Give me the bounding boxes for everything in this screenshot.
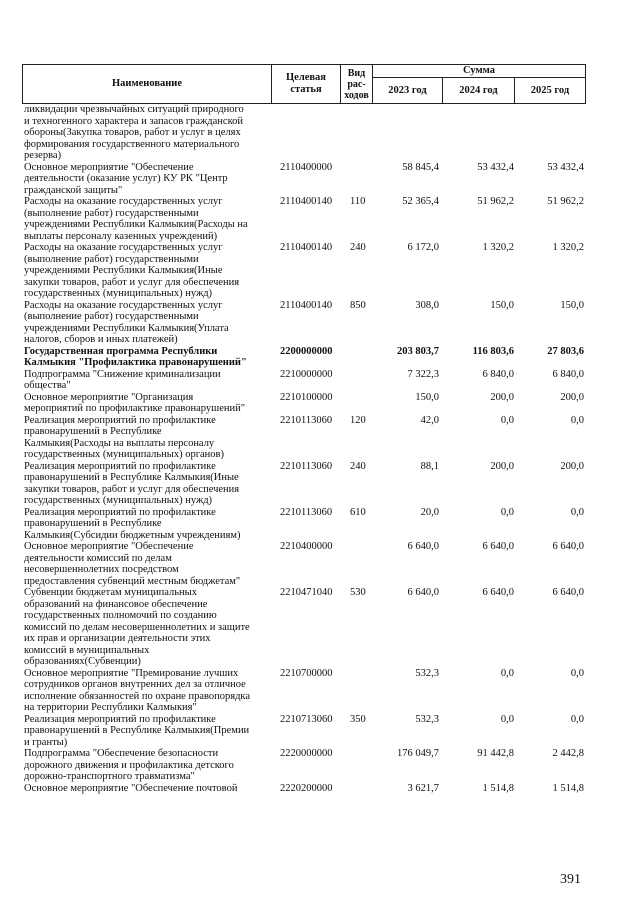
row-value-2025: 200,0 xyxy=(560,391,584,403)
table-row xyxy=(0,196,640,242)
row-code: 2110400140 xyxy=(280,242,333,253)
row-code: 2110400000 xyxy=(280,161,333,173)
row-name: Реализация мероприятий по профилактике правонарушений в Республике Калмыкия(Иные закупки товаров, работ и услуг для обеспечения государственных (муниципальных) нужд) xyxy=(24,460,240,506)
row-value-2023: 150,0 xyxy=(415,391,439,403)
row-code: 2220000000 xyxy=(280,748,333,759)
header-2023: 2023 год xyxy=(372,77,443,104)
row-value-2025: 0,0 xyxy=(570,506,584,518)
row-code: 2210100000 xyxy=(280,391,333,403)
row-value-2023: 203 803,7 xyxy=(397,345,439,357)
row-value-2023: 3 621,7 xyxy=(407,782,439,794)
table-row xyxy=(0,748,640,783)
row-code: 2110400140 xyxy=(280,299,333,311)
row-value-2023: 532,3 xyxy=(415,667,439,679)
row-value-2025: 27 803,6 xyxy=(547,345,584,357)
header-code: Целевая статья xyxy=(271,64,341,104)
table-row xyxy=(0,300,640,346)
row-vid: 110 xyxy=(350,196,366,207)
row-value-2025: 51 962,2 xyxy=(547,196,584,207)
row-name: Подпрограмма "Снижение криминализации общества" xyxy=(24,368,221,391)
row-value-2025: 150,0 xyxy=(560,299,584,311)
row-value-2024: 0,0 xyxy=(500,713,514,725)
row-name: Реализация мероприятий по профилактике правонарушений в Республике Калмыкия(Премии и гранты) xyxy=(24,713,250,748)
table-row xyxy=(0,541,640,587)
row-value-2024: 200,0 xyxy=(490,391,514,403)
row-value-2024: 116 803,6 xyxy=(472,345,514,357)
row-value-2025: 6 640,0 xyxy=(552,541,584,552)
row-value-2024: 6 640,0 xyxy=(482,587,514,598)
row-name: Основное мероприятие "Обеспечение деятельности (оказание услуг) КУ РК "Центр гражданской защиты" xyxy=(24,161,228,196)
table-row xyxy=(0,668,640,714)
table-row xyxy=(0,162,640,197)
row-value-2024: 0,0 xyxy=(500,506,514,518)
table-row xyxy=(0,507,640,542)
row-code: 2210471040 xyxy=(280,587,333,598)
row-name: Основное мероприятие "Премирование лучших сотрудников органов внутренних дел за отличное исполнение обязанностей по охране правопорядка на территории Республики Калмыкия" xyxy=(24,667,251,713)
row-name: Расходы на оказание государственных услуг (выполнение работ) государственными учреждениями Республики Калмыкия(Иные закупки товаров, работ и услуг для обеспечения государственных (муниципальных) нужд) xyxy=(24,242,240,299)
table-row xyxy=(0,587,640,668)
budget-table-body xyxy=(0,104,640,794)
row-value-2024: 0,0 xyxy=(500,414,514,426)
header-name: Наименование xyxy=(22,64,272,104)
row-name: Субвенции бюджетам муниципальных образований на финансовое обеспечение государственных полномочий по созданию комиссий по делам несовершеннолетних и защите их прав и организации деятельности этих комиссий в муниципальных образованиях(Субвенции) xyxy=(24,587,250,667)
row-value-2025: 6 840,0 xyxy=(552,368,584,380)
table-row xyxy=(0,242,640,300)
row-value-2024: 91 442,8 xyxy=(477,748,514,759)
row-value-2024: 1 514,8 xyxy=(482,782,514,794)
table-row xyxy=(0,392,640,415)
row-value-2023: 6 640,0 xyxy=(407,541,439,552)
row-name: Подпрограмма "Обеспечение безопасности дорожного движения и профилактика детского дорожно-транспортного травматизма" xyxy=(24,748,234,782)
row-value-2023: 6 640,0 xyxy=(407,587,439,598)
row-value-2024: 1 320,2 xyxy=(482,242,514,253)
row-value-2025: 1 514,8 xyxy=(552,782,584,794)
table-row xyxy=(0,104,640,162)
row-value-2025: 0,0 xyxy=(570,713,584,725)
table-row xyxy=(0,369,640,392)
row-vid: 850 xyxy=(350,299,366,311)
table-row xyxy=(0,415,640,461)
row-value-2025: 2 442,8 xyxy=(552,748,584,759)
row-code: 2210700000 xyxy=(280,667,333,679)
row-value-2023: 88,1 xyxy=(420,460,439,472)
row-value-2025: 200,0 xyxy=(560,460,584,472)
row-value-2023: 6 172,0 xyxy=(407,242,439,253)
row-value-2025: 6 640,0 xyxy=(552,587,584,598)
row-value-2023: 42,0 xyxy=(420,414,439,426)
row-value-2024: 150,0 xyxy=(490,299,514,311)
row-value-2023: 532,3 xyxy=(415,713,439,725)
row-code: 2210113060 xyxy=(280,414,333,426)
row-vid: 610 xyxy=(350,506,366,518)
row-code: 2210000000 xyxy=(280,368,333,380)
row-value-2024: 51 962,2 xyxy=(477,196,514,207)
row-name: Расходы на оказание государственных услуг (выполнение работ) государственными учреждениями Республики Калмыкия(Расходы на выплаты персоналу казенных учреждений) xyxy=(24,196,248,242)
row-value-2025: 0,0 xyxy=(570,414,584,426)
row-code: 2210113060 xyxy=(280,506,333,518)
row-value-2023: 52 365,4 xyxy=(402,196,439,207)
header-2024: 2024 год xyxy=(442,77,515,104)
row-value-2024: 0,0 xyxy=(500,667,514,679)
row-vid: 240 xyxy=(350,242,366,253)
row-code: 2220200000 xyxy=(280,782,333,794)
row-code: 2200000000 xyxy=(280,345,333,357)
table-row xyxy=(0,714,640,749)
row-name: Расходы на оказание государственных услуг (выполнение работ) государственными учреждениями Республики Калмыкия(Уплата налогов, сборов и иных платежей) xyxy=(24,299,229,345)
header-summa: Сумма xyxy=(372,64,586,78)
row-code: 2210113060 xyxy=(280,460,333,472)
row-value-2023: 308,0 xyxy=(415,299,439,311)
table-row xyxy=(0,783,640,795)
row-name: Основное мероприятие "Обеспечение деятельности комиссий по делам несовершеннолетних посредством предоставления субвенций местным бюджетам" xyxy=(24,541,241,587)
row-value-2024: 53 432,4 xyxy=(477,161,514,173)
row-name: ликвидации чрезвычайных ситуаций природного и техногенного характера и запасов гражданской обороны(Закупка товаров, работ и услуг в целях формирования государственного материального резерва) xyxy=(24,104,244,161)
row-value-2024: 200,0 xyxy=(490,460,514,472)
row-vid: 240 xyxy=(350,460,366,472)
row-value-2025: 1 320,2 xyxy=(552,242,584,253)
row-code: 2210400000 xyxy=(280,541,333,552)
row-value-2025: 53 432,4 xyxy=(547,161,584,173)
row-value-2024: 6 640,0 xyxy=(482,541,514,552)
row-value-2023: 7 322,3 xyxy=(407,368,439,380)
row-name: Основное мероприятие "Организация мероприятий по профилактике правонарушений" xyxy=(24,391,246,414)
row-value-2024: 6 840,0 xyxy=(482,368,514,380)
page-number: 391 xyxy=(560,872,581,887)
row-vid: 350 xyxy=(350,713,366,725)
table-header xyxy=(22,64,586,104)
row-name: Реализация мероприятий по профилактике правонарушений в Республике Калмыкия(Расходы на выплаты персоналу государственных (муниципальных) органов) xyxy=(24,414,224,460)
table-row xyxy=(0,346,640,369)
row-name: Реализация мероприятий по профилактике правонарушений в Республике Калмыкия(Субсидии бюджетным учреждениям) xyxy=(24,506,241,541)
header-vid: Вид рас-ходов xyxy=(340,64,373,104)
row-name: Основное мероприятие "Обеспечение почтовой xyxy=(24,782,238,794)
row-value-2025: 0,0 xyxy=(570,667,584,679)
row-vid: 530 xyxy=(350,587,366,598)
row-code: 2210713060 xyxy=(280,713,333,725)
row-code: 2110400140 xyxy=(280,196,333,207)
row-value-2023: 176 049,7 xyxy=(397,748,439,759)
row-vid: 120 xyxy=(350,414,366,426)
row-value-2023: 58 845,4 xyxy=(402,161,439,173)
row-value-2023: 20,0 xyxy=(420,506,439,518)
row-name: Государственная программа Республики Калмыкия "Профилактика правонарушений" xyxy=(24,345,247,368)
table-row xyxy=(0,461,640,507)
header-2025: 2025 год xyxy=(514,77,586,104)
